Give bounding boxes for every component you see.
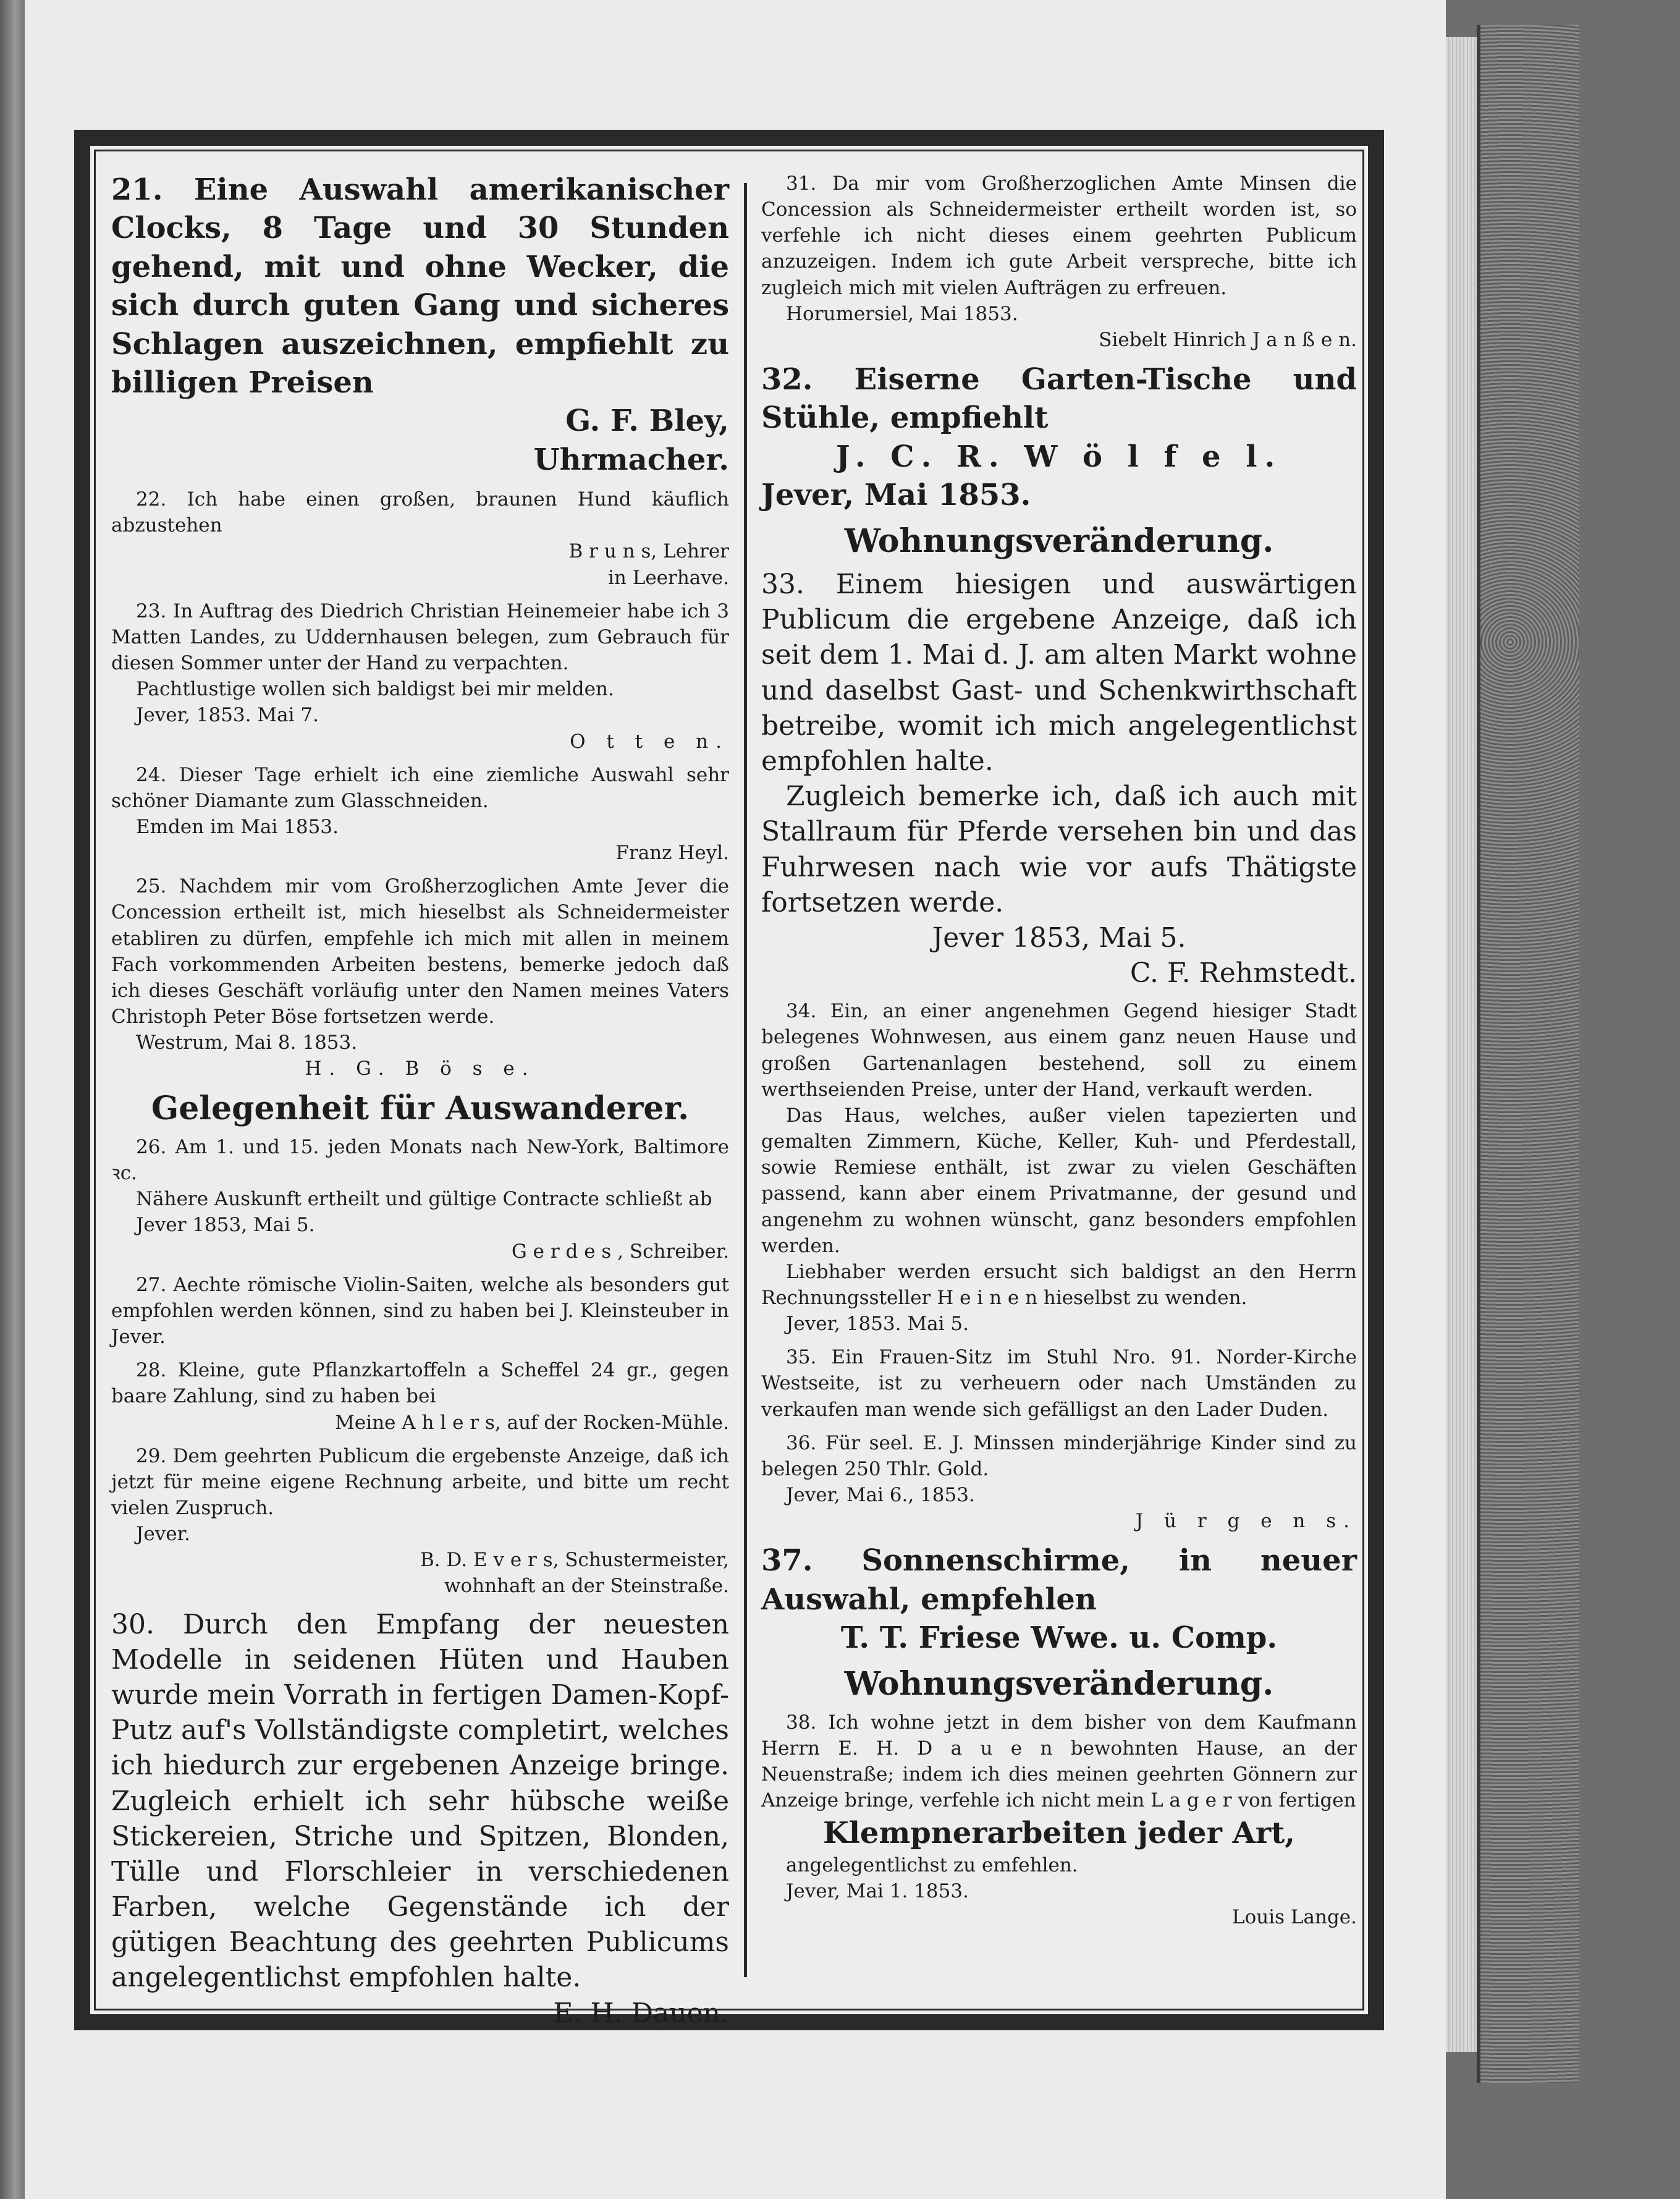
section-heading: Wohnungsveränderung.: [844, 1664, 1274, 1703]
ad-text-line: 21. Eine Auswahl amerikanischer Clocks, 8 Tage und 30 Stunden gehend, mit und ohne Wecker, die sich durch guten Gang und sicheres Schlagen auszeichnen, empfiehlt zu billigen Preisen: [111, 172, 729, 400]
ad-text-line: 28. Kleine, gute Pflanzkartoffeln a Scheffel 24 gr., gegen baare Zahlung, sind zu haben bei: [111, 1359, 729, 1408]
advertisement-28: [111, 1357, 729, 1435]
left-page-edge: [0, 0, 25, 2199]
ad-text-line: Nähere Auskunft ertheilt und gültige Contracte schließt ab: [136, 1188, 712, 1211]
ad-text-line: 35. Ein Frauen-Sitz im Stuhl Nro. 91. Norder-Kirche Westseite, ist zu verheuern oder nach Umständen zu verkaufen man wende sich gefälligst an den Lader Duden.: [761, 1346, 1357, 1421]
advertisement-frame: [74, 130, 1384, 2030]
ad-text-line: 38. Ich wohne jetzt in dem bisher von dem Kaufmann Herrn E. H. D a u e n bewohnten Hause, an der Neuenstraße; indem ich dies meinen geehrten Gönnern zur Anzeige bringe, verfehle ich nicht mein L a g e r von fertigen: [761, 1711, 1357, 1812]
ad-text-line: Emden im Mai 1853.: [136, 816, 339, 838]
ad-text-line: Siebelt Hinrich J a n ß e n.: [1099, 328, 1357, 351]
ad-text-line: Louis Lange.: [1232, 1906, 1357, 1929]
ad-text-line: 29. Dem geehrten Publicum die ergebenste Anzeige, daß ich jetzt für meine eigene Rechnung arbeite, und bitte um recht vielen Zuspruch.: [111, 1444, 729, 1519]
ad-text-line: 30. Durch den Empfang der neuesten Modelle in seidenen Hüten und Hauben wurde mein Vorrath in fertigen Damen-Kopf-Putz auf's Vollständigste completirt, welches ich hiedurch zur ergebenen Anzeige bringe. Zugleich erhielt ich sehr hübsche weiße Stickereien, Striche und Spitzen, Blonden, Tülle und Florschleier in verschiedenen Farben, welche Gegenstände ich der gütigen Beachtung des geehrten Publicums angelegentlichst empfohlen halte.: [111, 1608, 729, 1994]
column-divider: [744, 183, 747, 1977]
ad-text-line: Jever, 1853. Mai 7.: [136, 704, 319, 727]
advertisement-25: [111, 873, 729, 1082]
ad-text-line: Liebhaber werden ersucht sich baldigst an den Herrn Rechnungssteller H e i n e n hieselbst zu wenden.: [761, 1260, 1357, 1310]
ad-text-line: Jever 1853, Mai 5.: [136, 1214, 315, 1237]
ad-text-line: J. C. R. W ö l f e l.: [835, 439, 1283, 474]
ad-text-line: T. T. Friese Wwe. u. Comp.: [840, 1621, 1278, 1656]
ad-text-line: Jever, 1853. Mai 5.: [786, 1313, 969, 1336]
book-cover: [1477, 25, 1579, 2083]
advertisement-24: [111, 762, 729, 866]
advertisement-32: [761, 360, 1357, 515]
ad-text-line: 33. Einem hiesigen und auswärtigen Publicum die ergebene Anzeige, daß ich seit dem 1. Mai d. J. am alten Markt wohne und daselbst Gast- und Schenkwirthschaft betreibe, womit ich mich angelegentlichst empfohlen halte.: [761, 569, 1357, 777]
ad-text-line: Jever, Mai 1. 1853.: [786, 1880, 969, 1903]
ad-text-line: Das Haus, welches, außer vielen tapezierten und gemalten Zimmern, Küche, Keller, Kuh- und Pferdestall, sowie Remiese enthält, ist zwar zu vielen Geschäften passend, kann aber einem Privatmanne, der gesund und angenehm zu wohnen wünscht, ganz besonders empfohlen werden.: [761, 1104, 1357, 1257]
advertisement-35: [761, 1344, 1357, 1422]
ad-text-line: 36. Für seel. E. J. Minssen minderjährige Kinder sind zu belegen 250 Thlr. Gold.: [761, 1431, 1357, 1480]
ad-text-line: Horumersiel, Mai 1853.: [786, 302, 1018, 325]
ad-text-line: G e r d e s , Schreiber.: [512, 1240, 729, 1263]
advertisement-34: [761, 998, 1357, 1337]
page-edges: [1446, 37, 1477, 2052]
ad-text-line: Jever.: [136, 1523, 190, 1546]
advertisement-27: [111, 1272, 729, 1350]
ad-text-line: B. D. E v e r s, Schustermeister,: [420, 1549, 729, 1572]
ad-text-line: 37. Sonnenschirme, in neuer Auswahl, empfehlen: [761, 1543, 1357, 1617]
advertisement-31: [761, 171, 1357, 353]
ad-text-line: angelegentlichst zu emfehlen.: [786, 1854, 1078, 1876]
advertisement-30: [111, 1607, 729, 2031]
ad-text-line: J ü r g e n s.: [1135, 1510, 1357, 1533]
ad-text-line: G. F. Bley,: [565, 404, 729, 439]
ad-text-line: 31. Da mir vom Großherzoglichen Amte Minsen die Concession als Schneidermeister ertheilt worden ist, so verfehle ich nicht dieses einem geehrten Publicum anzuzeigen. Indem ich gute Arbeit verspreche, bitte ich zugleich mich mit vielen Aufträgen zu erfreuen.: [761, 172, 1357, 299]
ad-text-line: B r u n s, Lehrer: [568, 540, 729, 563]
advertisement-26: [111, 1134, 729, 1265]
ad-text-line: Franz Heyl.: [615, 842, 729, 865]
ad-text-line: Jever 1853, Mai 5.: [932, 922, 1186, 954]
advertisement-21: [111, 171, 729, 479]
ad-text-line: 34. Ein, an einer angenehmen Gegend hiesiger Stadt belegenes Wohnwesen, aus einem ganz neuen Hause und großen Gartenanlagen bestehend, soll zu einem werthseienden Preise, unter der Hand, verkauft werden.: [761, 1000, 1357, 1101]
advertisement-38: [761, 1710, 1357, 1930]
ad-text-line: Pachtlustige wollen sich baldigst bei mir melden.: [136, 678, 614, 701]
advertisement-29: [111, 1443, 729, 1599]
ad-text-line: 27. Aechte römische Violin-Saiten, welche als besonders gut empfohlen werden können, sind zu haben bei J. Kleinsteuber in Jever.: [111, 1273, 729, 1349]
right-column: [761, 171, 1357, 1989]
ad-text-line: 26. Am 1. und 15. jeden Monats nach New-York, Baltimore ꝛc.: [111, 1135, 729, 1185]
ad-text-line: 22. Ich habe einen großen, braunen Hund käuflich abzustehen: [111, 488, 729, 537]
ad-text-line: 24. Dieser Tage erhielt ich eine ziemliche Auswahl sehr schöner Diamante zum Glasschneiden.: [111, 763, 729, 812]
section-heading: Wohnungsveränderung.: [844, 522, 1274, 560]
advertisement-33: [761, 567, 1357, 991]
ad-text-line: H. G. B ö s e.: [305, 1057, 536, 1080]
advertisement-36: [761, 1430, 1357, 1535]
ad-text-line: E. H. Dauen.: [553, 1997, 729, 2029]
ad-text-line: Westrum, Mai 8. 1853.: [136, 1032, 358, 1054]
ad-text-line: Jever, Mai 6., 1853.: [786, 1484, 975, 1507]
advertisement-37: [761, 1541, 1357, 1657]
ad-text-line: 23. In Auftrag des Diedrich Christian Heinemeier habe ich 3 Matten Landes, zu Uddernhausen belegen, zum Gebrauch für diesen Sommer unter der Hand zu verpachten.: [111, 600, 729, 675]
ad-text-line: 25. Nachdem mir vom Großherzoglichen Amte Jever die Concession ertheilt ist, mich hieselbst als Schneidermeister etabliren zu dürfen, empfehle ich mich mit allen in meinem Fach vorkommenden Arbeiten bestens, bemerke jedoch daß ich dieses Geschäft vorläufig unter den Namen meines Vaters Christoph Peter Böse fortsetzen werde.: [111, 875, 729, 1028]
ad-text-line: C. F. Rehmstedt.: [1129, 957, 1357, 989]
ad-text-line: Meine A h l e r s, auf der Rocken-Mühle.: [335, 1411, 729, 1434]
ad-text-line: O t t e n.: [570, 730, 729, 753]
ad-text-line: wohnhaft an der Steinstraße.: [444, 1575, 729, 1598]
ad-text-line: in Leerhave.: [608, 566, 729, 589]
left-column: [111, 171, 729, 2029]
section-heading: Gelegenheit für Auswanderer.: [151, 1089, 690, 1127]
ad-text-line: Zugleich bemerke ich, daß ich auch mit Stallraum für Pferde versehen bin und das Fuhrwesen nach wie vor aufs Thätigste fortsetzen werde.: [761, 781, 1357, 918]
ad-text-line: 32. Eiserne Garten-Tische und Stühle, empfiehlt: [761, 362, 1357, 436]
advertisement-22: [111, 486, 729, 591]
ad-text-line: Jever, Mai 1853.: [761, 478, 1031, 513]
ad-text-line: Klempnerarbeiten jeder Art,: [822, 1815, 1296, 1850]
advertisement-23: [111, 598, 729, 755]
ad-text-line: Uhrmacher.: [533, 442, 729, 477]
